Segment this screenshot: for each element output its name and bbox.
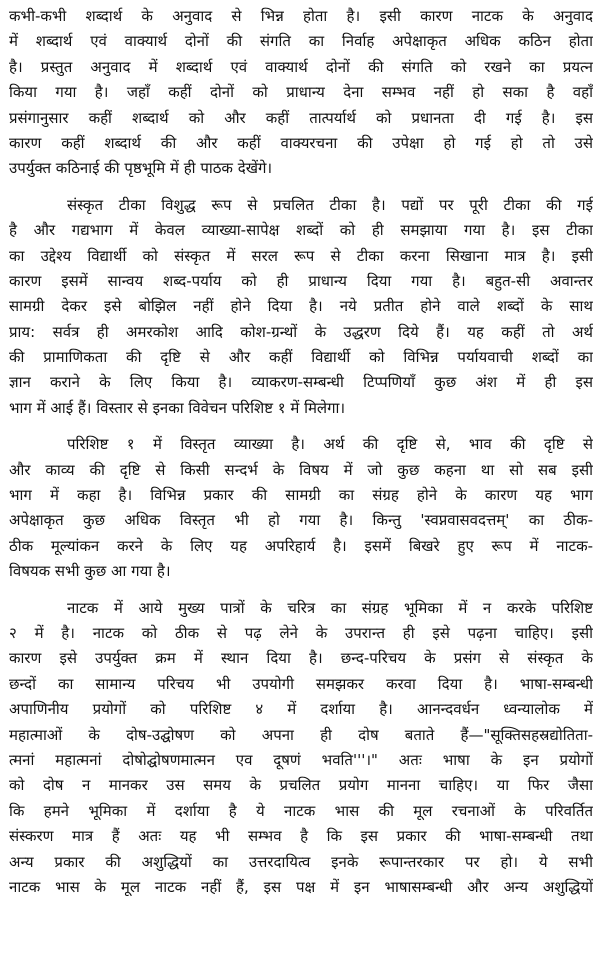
text-line: संस्करण मात्र हैं अतः यह भी सम्भव है कि इस प्रकार की भाषा-सम्बन्धी तथा [9, 827, 593, 846]
text-line: किया गया है। जहाँ कहीं दोनों को प्राधान्य देना सम्भव नहीं हो सका है वहाँ [9, 83, 593, 102]
text-line: त्मनां महात्मनां दोषोद्घोषणमात्मन एव दूषणं भवति'''।" अतः भाषा के इन प्रयोगों [9, 750, 593, 769]
text-line: कारण इसे उपर्युक्त क्रम में स्थान दिया है। छन्द-परिचय के प्रसंग से संस्कृत के [9, 649, 593, 668]
text-line: कारण कहीं शब्दार्थ की और कहीं वाक्यरचना की उपेक्षा हो गई हो तो उसे [9, 133, 593, 152]
text-line: उपर्युक्त कठिनाई की पृष्ठभूमि में ही पाठक देखेंगे। [9, 159, 273, 178]
text-line: सामग्री देकर इसे बोझिल नहीं होने दिया है। नये प्रतीत होने वाले शब्दों के साथ [9, 297, 593, 316]
text-line: प्रसंगानुसार कहीं शब्दार्थ को और कहीं तात्पर्यार्थ को प्रधानता दी गई है। इस [9, 108, 593, 127]
text-line: महात्माओं के दोष-उद्घोषण को अपना ही दोष बताते हैं—"सूक्तिसहस्रद्योतिता- [9, 725, 593, 744]
text-line: छन्दों का सामान्य परिचय भी उपयोगी समझकर करवा दिया है। भाषा-सम्बन्धी [9, 674, 593, 693]
text-line: अपाणिनीय प्रयोगों को परिशिष्ट ४ में दर्शाया है। आनन्दवर्धन ध्वन्यालोक में [9, 700, 593, 719]
text-line: कारण इसमें सान्वय शब्द-पर्याय को ही प्राधान्य दिया गया है। बहुत-सी अवान्तर [9, 271, 593, 290]
text-line: भाग में आई हैं। विस्तार से इनका विवेचन परिशिष्ट १ में मिलेगा। [9, 398, 346, 417]
text-line: संस्कृत टीका विशुद्ध रूप से प्रचलित टीका है। पद्यों पर पूरी टीका की गई [67, 195, 593, 214]
text-line: विषयक सभी कुछ आ गया है। [9, 562, 171, 581]
text-line: कि हमने भूमिका में दर्शाया है ये नाटक भास की मूल रचनाओं के परिवर्तित [9, 801, 593, 820]
text-line: अन्य प्रकार की अशुद्धियों का उत्तरदायित्व इनके रूपान्तरकार पर हो। ये सभी [9, 852, 593, 871]
text-line: और काव्य की दृष्टि से किसी सन्दर्भ के विषय में जो कुछ कहना था सो सब इसी [9, 460, 593, 479]
text-line: परिशिष्ट १ में विस्तृत व्याख्या है। अर्थ की दृष्टि से, भाव की दृष्टि से [67, 435, 593, 454]
paragraph-sanskrit-commentary [9, 193, 593, 422]
text-line: में शब्दार्थ एवं वाक्यार्थ दोनों की संगति का निर्वाह अपेक्षाकृत अधिक कठिन होता [9, 32, 593, 51]
text-line: २ में है। नाटक को ठीक से पढ़ लेने के उपरान्त ही इसे पढ़ना चाहिए। इसी [9, 623, 593, 642]
paragraph-translation-note [9, 4, 593, 182]
text-line: नाटक में आये मुख्य पात्रों के चरित्र का संग्रह भूमिका में न करके परिशिष्ट [67, 598, 593, 617]
text-line: कभी-कभी शब्दार्थ के अनुवाद से भिन्न होता है। इसी कारण नाटक के अनुवाद [9, 7, 593, 25]
text-line: ठीक मूल्यांकन करने के लिए यह अपरिहार्य है। इसमें बिखरे हुए रूप में नाटक- [9, 536, 593, 555]
text-line: नाटक भास के मूल नाटक नहीं हैं, इस पक्ष में इन भाषासम्बन्धी और अन्य अशुद्धियों [9, 877, 593, 896]
text-line: का उद्देश्य विद्यार्थी को संस्कृत में सरल रूप से टीका करना सिखाना मात्र है। इसी [9, 246, 593, 265]
paragraph-appendix-one [9, 432, 593, 584]
text-line: की प्रामाणिकता की दृष्टि से और कहीं विद्यार्थी को विभिन्न पर्यायवाची शब्दों का [9, 348, 593, 367]
text-line: प्राय: सर्वत्र ही अमरकोश आदि कोश-ग्रन्थों के उद्धरण दिये हैं। यह कहीं तो अर्थ [9, 322, 593, 341]
text-line: है और गद्यभाग में केवल व्याख्या-सापेक्ष शब्दों को ही समझाया गया है। इस टीका [9, 221, 593, 240]
text-line: ज्ञान कराने के लिए किया है। व्याकरण-सम्बन्धी टिप्पणियाँ कुछ अंश में ही इस [9, 373, 593, 392]
paragraph-characters-appendix [9, 596, 593, 901]
text-line: भाग में कहा है। विभिन्न प्रकार की सामग्री का संग्रह होने के कारण यह भाग [9, 486, 593, 505]
text-line: को दोष न मानकर उस समय के प्रचलित प्रयोग मानना चाहिए। या फिर जैसा [9, 776, 593, 795]
text-line: है। प्रस्तुत अनुवाद में शब्दार्थ एवं वाक्यार्थ दोनों की संगति को रखने का प्रयत्न [9, 57, 593, 76]
text-line: अपेक्षाकृत कुछ अधिक विस्तृत भी हो गया है। किन्तु 'स्वप्नवासवदत्तम्' का ठीक- [9, 511, 593, 530]
